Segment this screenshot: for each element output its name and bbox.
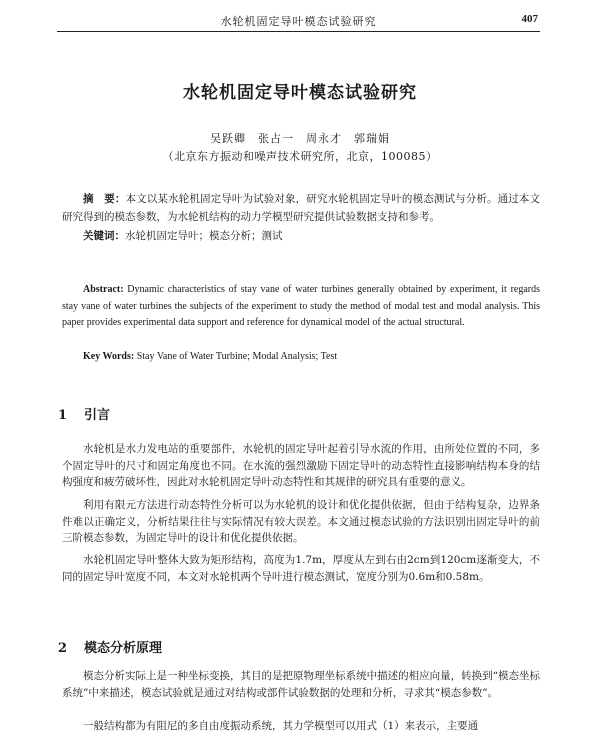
running-title: 水轮机固定导叶模态试验研究 (220, 15, 377, 28)
running-header (57, 10, 540, 32)
paragraph: 利用有限元方法进行动态特性分析可以为水轮机的设计和优化提供依据，但由于结构复杂，边界条件难以正确定义，分析结果往往与实际情况有较大误差。本文通过模态试验的方法识别出固定导叶的前三阶模态参数，为固定导叶的设计和优化提供依据。 (62, 499, 540, 544)
abstract-en (62, 282, 540, 332)
keywords-en-label: Key Words: (83, 351, 135, 362)
abstract-en-label: Abstract: (83, 284, 124, 295)
paragraph: 一般结构都为有阻尼的多自由度振动系统，其力学模型可以用式（1）来表示，主要通 (83, 720, 479, 732)
keywords-cn-label: 关键词： (83, 230, 125, 242)
section-heading-modal-principle (58, 637, 162, 656)
keywords-en-text: Stay Vane of Water Turbine; Modal Analysis; Test (136, 351, 338, 362)
page-number: 407 (521, 13, 538, 25)
abstract-cn-label: 摘 要： (83, 193, 126, 205)
section-title: 引言 (84, 408, 111, 423)
section-title: 模态分析原理 (84, 641, 163, 656)
abstract-en-text: Dynamic characteristics of stay vane of water turbines generally obtained by experiment, it regards stay vane of water turbines the subjects of the experiment to study the method of modal test and modal analysis. This paper provides experimental data support and reference for dynamical model of the actual structural. (62, 284, 541, 328)
section-number: 2 (58, 641, 68, 656)
keywords-cn-text: 水轮机固定导叶；模态分析；测试 (125, 230, 283, 242)
section-number: 1 (58, 408, 68, 423)
keywords-cn (83, 227, 540, 245)
abstract-cn (62, 190, 540, 226)
paragraph: 模态分析实际上是一种坐标变换，其目的是把原物理坐标系统中描述的相应向量，转换到“模态坐标系统”中来描述，模态试验就是通过对结构或部件试验数据的处理和分析，寻求其“模态参数”。 (62, 670, 540, 699)
paper-title: 水轮机固定导叶模态试验研究 (183, 83, 417, 103)
affiliation: （北京东方振动和噪声技术研究所，北京，100085） (162, 150, 438, 163)
abstract-cn-text: 本文以某水轮机固定导叶为试验对象，研究水轮机固定导叶的模态测试与分析。通过本文研究得到的模态参数，为水轮机结构的动力学模型研究提供试验数据支持和参考。 (62, 193, 541, 223)
paragraph: 水轮机是水力发电站的重要部件，水轮机的固定导叶起着引导水流的作用，由所处位置的不同，多个固定导叶的尺寸和固定角度也不同。在水流的强烈激励下固定导叶的动态特性直接影响结构本身的结构强度和疲劳破坏性，因此对水轮机固定导叶动态特性和其规律的研究具有重要的意义。 (62, 443, 540, 488)
paragraph: 水轮机固定导叶整体大致为矩形结构，高度为1.7m，厚度从左到右由2cm到120cm逐渐变大，不同的固定导叶宽度不同，本文对水轮机两个导叶进行模态测试，宽度分别为0.6m和0.58m。 (62, 554, 540, 583)
authors: 吴跃卿 张占一 周永才 郭瑞娟 (210, 132, 390, 145)
keywords-en (83, 349, 540, 365)
section-heading-intro (58, 404, 110, 423)
